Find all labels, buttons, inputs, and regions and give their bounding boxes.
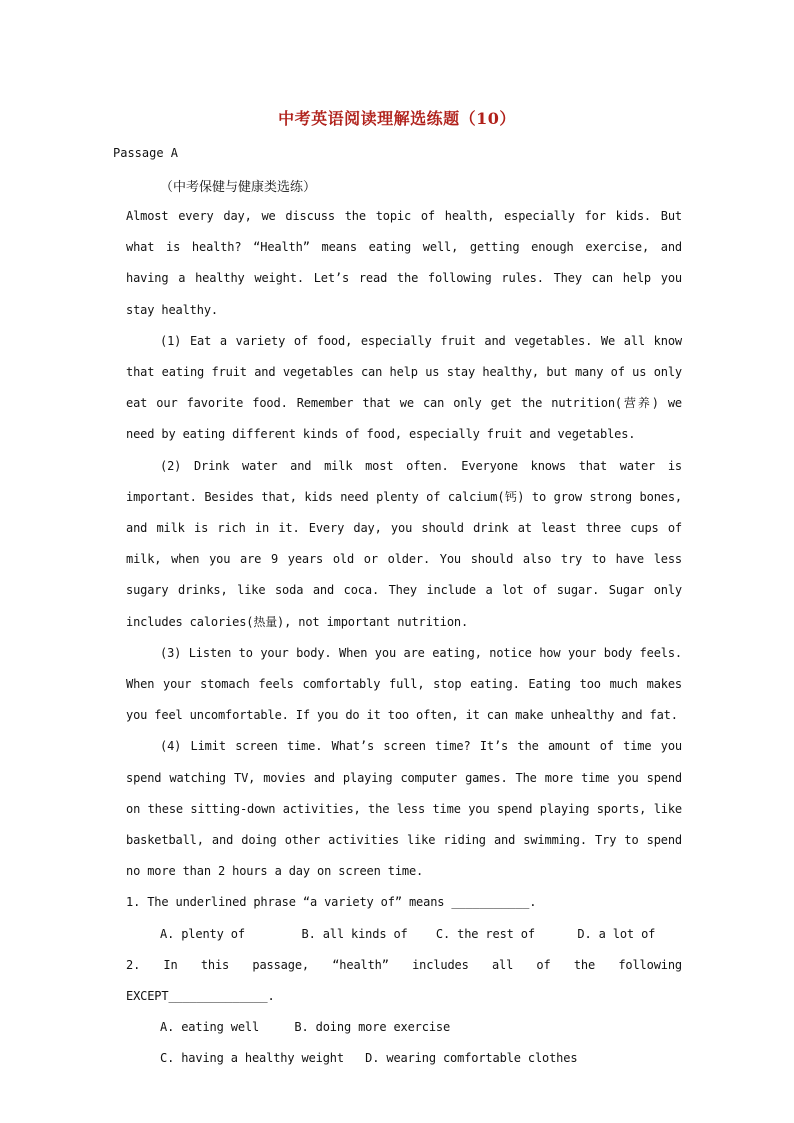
paragraph-rule-1: (1) Eat a variety of food, especially fruit and vegetables. We all know that eating fruit and vegetables can help us stay healthy, but many of us only eat our favorite food. Remember that we can only get the nutrition(营养) we need by eating different kinds of food, especially fruit and vegetables. (126, 333, 682, 442)
question-2-stem: 2. In this passage, “health” includes all of the following EXCEPT______________. (126, 957, 682, 1004)
page-title: 中考英语阅读理解选练题（10） (278, 109, 516, 128)
question-1-options: A. plenty of B. all kinds of C. the rest of D. a lot of (160, 926, 656, 941)
passage-label: Passage A (113, 146, 179, 160)
passage-subtitle: （中考保健与健康类选练） (160, 180, 317, 195)
paragraph-intro: Almost every day, we discuss the topic of health, especially for kids. But what is health? “Health” means eating well, getting enough exercise, and having a healthy weight. Let’s read the following rules. They can help you stay healthy. (126, 209, 682, 317)
question-1-stem: 1. The underlined phrase “a variety of” means ___________. (126, 895, 537, 910)
paragraph-rule-3: (3) Listen to your body. When you are eating, notice how your body feels. When your stomach feels comfortably full, stop eating. Eating too much makes you feel uncomfortable. If you do it too often, it can make unhealthy and fat. (126, 645, 682, 723)
passage-body (126, 201, 682, 1075)
question-2-options-line-1: A. eating well B. doing more exercise (160, 1020, 451, 1035)
question-2-options-line-2: C. having a healthy weight D. wearing comfortable clothes (160, 1051, 578, 1066)
paragraph-rule-2: (2) Drink water and milk most often. Everyone knows that water is important. Besides that, kids need plenty of calcium(钙) to grow strong bones, and milk is rich in it. Every day, you should drink at least three cups of milk, when you are 9 years old or older. You should also try to have less sugary drinks, like soda and coca. They include a lot of sugar. Sugar only includes calories(热量), not important nutrition. (126, 458, 682, 629)
paragraph-rule-4: (4) Limit screen time. What’s screen time? It’s the amount of time you spend watching TV, movies and playing computer games. The more time you spend on these sitting-down activities, the less time you spend playing sports, like basketball, and doing other activities like riding and swimming. Try to spend no more than 2 hours a day on screen time. (126, 739, 682, 879)
